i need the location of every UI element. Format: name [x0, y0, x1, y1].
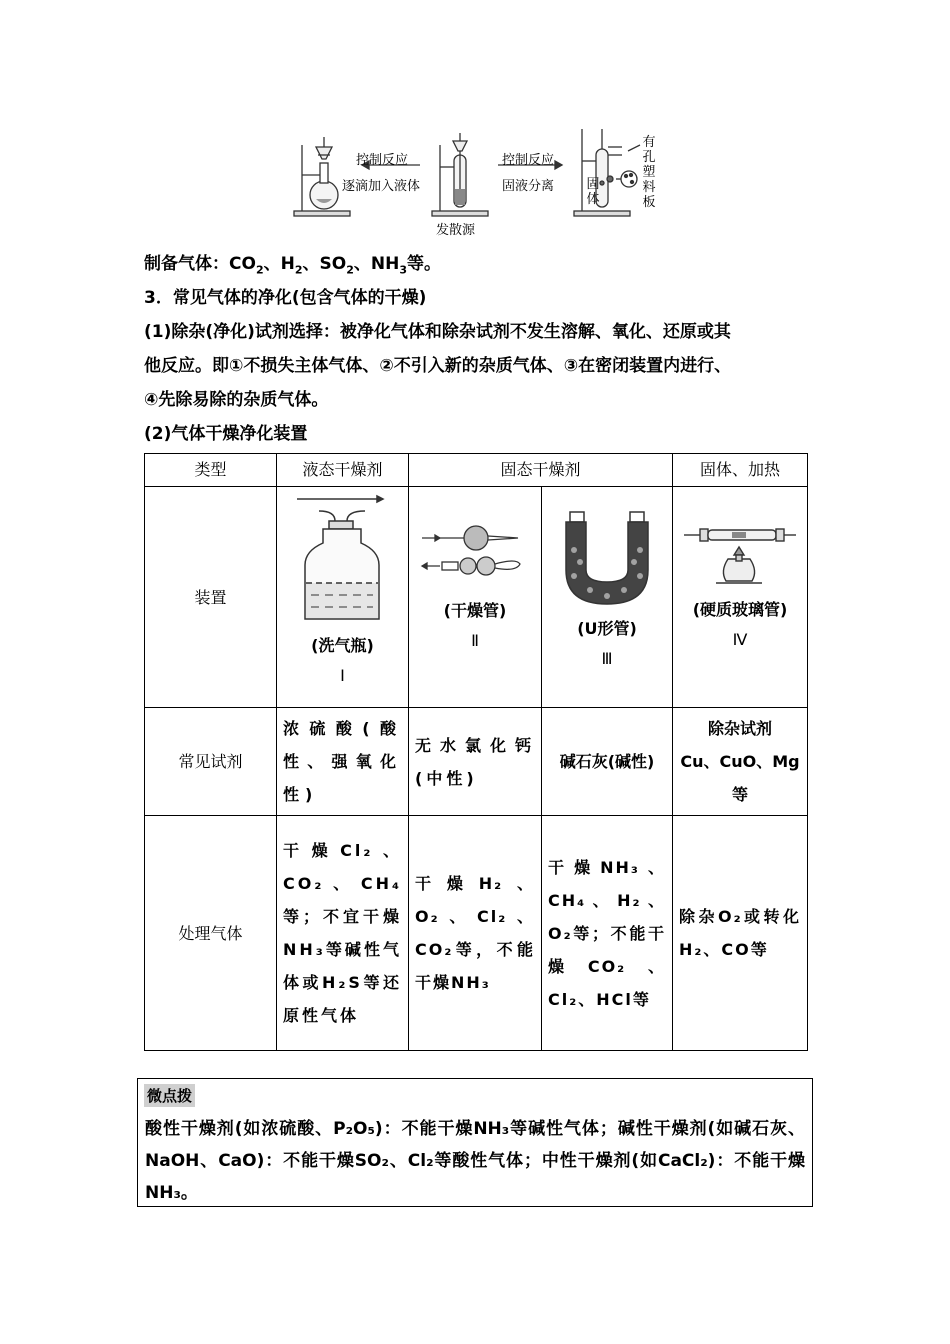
header-liquid: 液态干燥剂 [277, 454, 409, 487]
device1-number: Ⅰ [340, 666, 345, 685]
reagent-1: 浓硫酸(酸性、强氧化性) [277, 708, 409, 816]
reagent-3: 碱石灰(碱性) [542, 708, 673, 816]
solid-label: 固体 [586, 177, 600, 207]
header-type: 类型 [145, 454, 277, 487]
device-cell-4 [673, 487, 808, 708]
row-label-gas: 处理气体 [145, 816, 277, 1051]
reagent-2: 无水氯化钙(中性) [409, 708, 542, 816]
row-label-reagent: 常见试剂 [145, 708, 277, 816]
para1-line3: ④先除易除的杂质气体。 [144, 390, 329, 410]
sub-title: (2)气体干燥净化装置 [144, 424, 308, 444]
device4-caption: (硬质玻璃管) [692, 600, 788, 619]
device3-number: Ⅲ [601, 649, 613, 668]
drying-tube-icon [420, 518, 530, 588]
u-tube-icon [552, 510, 662, 610]
tip-title: 微点拨 [144, 1084, 195, 1107]
device1-caption: (洗气瓶) [311, 636, 374, 655]
arrow1-bottom-label: 逐滴加入液体 [342, 179, 421, 194]
gas-generator-figure [290, 125, 670, 237]
gas-1: 干燥Cl₂、CO₂、CH₄等；不宜干燥NH₃等碱性气体或H₂S等还原性气体 [277, 816, 409, 1051]
para1-line2: 他反应。即①不损失主体气体、②不引入新的杂质气体、③在密闭装置内进行、 [144, 356, 732, 376]
arrow2-bottom-label: 固液分离 [502, 179, 555, 194]
device-cell-3 [542, 487, 673, 708]
device4-number: Ⅳ [732, 630, 748, 649]
tip-text: 酸性干燥剂(如浓硫酸、P₂O₅)：不能干燥NH₃等碱性气体；碱性干燥剂(如碱石灰、NaOH、CaO)：不能干燥SO₂、Cl₂等酸性气体；中性干燥剂(如CaCl₂)：不能干燥NH₃。 [145, 1119, 805, 1203]
gas-4: 除杂O₂或转化H₂、CO等 [673, 816, 808, 1051]
device-cell-1 [277, 487, 409, 708]
reagent-4-items: Cu、CuO、Mg等 [680, 752, 800, 804]
table-header-row [145, 454, 808, 487]
table-row-gas [145, 816, 808, 1051]
device-cell-2 [409, 487, 542, 708]
reagent-4 [673, 708, 808, 816]
center-caption: 发散源 [436, 223, 476, 238]
para1-line1: (1)除杂(净化)试剂选择：被净化气体和除杂试剂不发生溶解、氧化、还原或其 [144, 322, 731, 342]
drying-table [144, 453, 808, 1051]
wash-bottle-icon [283, 491, 403, 631]
prepare-line: 制备气体：$CO_2$、$H_2$、$SO_2$、$NH_3$等。 [144, 254, 441, 277]
table-row-device [145, 487, 808, 708]
header-solid: 固态干燥剂 [409, 454, 673, 487]
gas-2: 干燥H₂、O₂、Cl₂、CO₂等，不能干燥NH₃ [409, 816, 542, 1051]
reagent-4-title: 除杂试剂 [708, 719, 773, 738]
arrow2-top-label: 控制反应 [502, 153, 555, 168]
device2-caption: (干燥管) [443, 601, 507, 620]
row-label-device: 装置 [145, 487, 277, 708]
device2-number: Ⅱ [471, 631, 479, 650]
table-row-reagent [145, 708, 808, 816]
arrow1-top-label: 控制反应 [356, 153, 409, 168]
header-heating: 固体、加热 [673, 454, 808, 487]
section-title: 3．常见气体的净化(包含气体的干燥) [144, 288, 427, 308]
device3-caption: (U形管) [577, 619, 637, 638]
hard-glass-tube-icon [680, 519, 800, 589]
tip-box [137, 1078, 813, 1207]
gas-3: 干燥NH₃、CH₄、H₂、O₂等；不能干燥CO₂、Cl₂、HCl等 [542, 816, 673, 1051]
plate-label: 有孔塑料板 [642, 135, 656, 210]
